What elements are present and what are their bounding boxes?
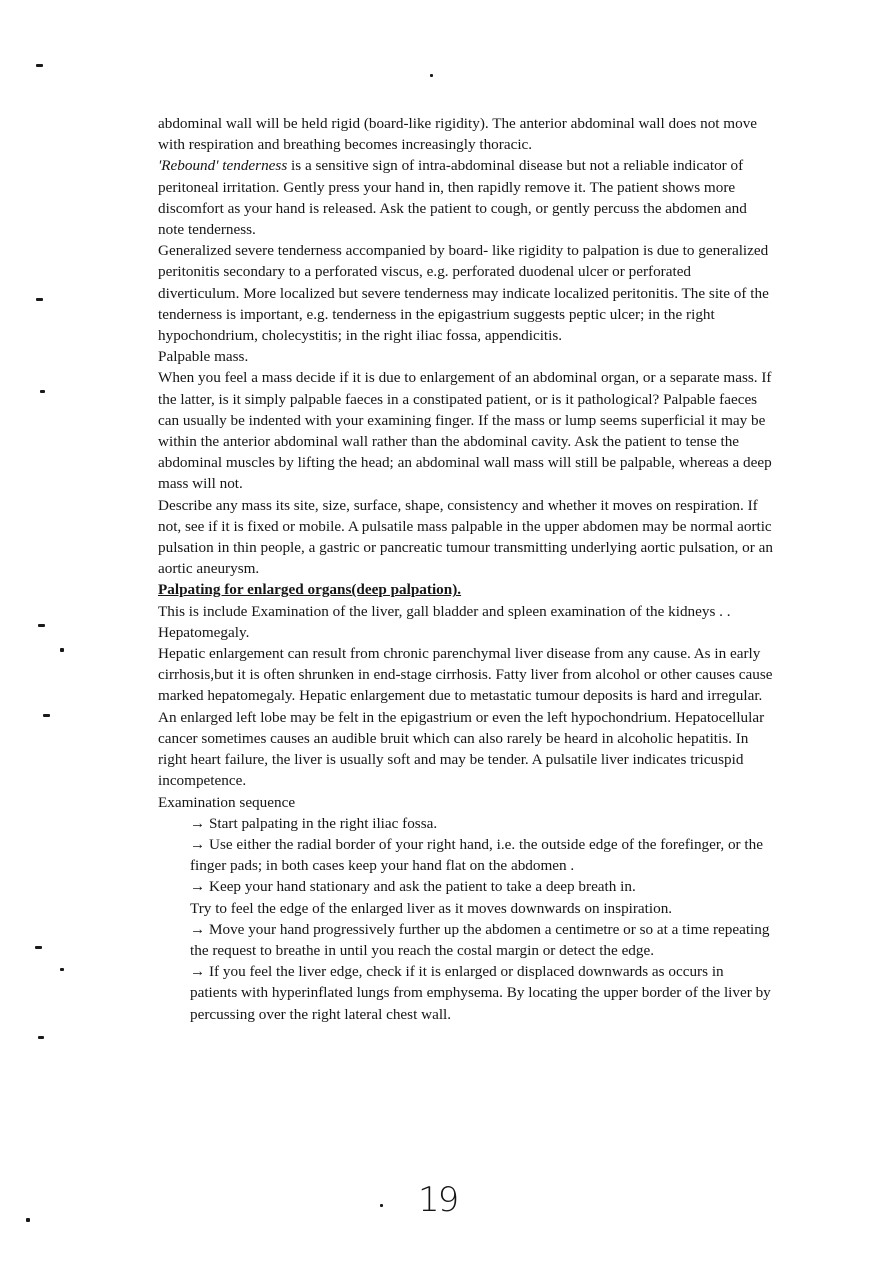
- paragraph: abdominal wall will be held rigid (board-like rigidity). The anterior abdominal wall does not move with respiration and breathing becomes increasingly thoracic.: [158, 115, 758, 154]
- step-item: → Start palpating in the right iliac fossa.: [190, 814, 438, 832]
- paragraph: Describe any mass its site, size, surface, shape, consistency and whether it moves on respiration. If not, see if it is fixed or mobile. A pulsatile mass palpable in the upper abdomen may be normal aortic pulsation in thin people, a gastric or pancreatic tumour transmitting underlying aortic pulsation, or an aortic aneurysm.: [158, 496, 773, 578]
- scan-speck: [43, 714, 50, 717]
- step-item: → If you feel the liver edge, check if it is enlarged or displaced downwards as occurs in patients with hyperinflated lungs from emphysema. By locating the upper border of the liver by percussing over the right lateral chest wall.: [190, 963, 771, 1023]
- scan-speck: [35, 946, 42, 949]
- paragraph: When you feel a mass decide if it is due to enlargement of an abdominal organ, or a separate mass. If the latter, is it simply palpable faeces in a constipated patient, or is it pathological? Palpable faeces can usually be indented with your examining finger. If the mass or lump seems superficial it may be within the anterior abdominal wall rather than the abdominal cavity. Ask the patient to tense the abdominal muscles by lifting the head; an abdominal wall mass will still be palpable, whereas a deep mass will not.: [158, 369, 772, 493]
- paragraph: Generalized severe tenderness accompanied by board- like rigidity to palpation is due to generalized peritonitis secondary to a perforated viscus, e.g. perforated duodenal ulcer or perforated diverticulum. More localized but severe tenderness may indicate localized peritonitis. The site of the tenderness is important, e.g. tenderness in the epigastrium suggests peptic ulcer; in the right hypochondrium, cholecystitis; in the right iliac fossa, appendicitis.: [158, 242, 769, 345]
- rebound-paragraph: [158, 155, 774, 240]
- section-heading: Palpating for enlarged organs(deep palpation).: [158, 581, 462, 599]
- subheading-hepatomegaly: Hepatomegaly.: [158, 623, 250, 641]
- paragraph: This is include Examination of the liver, gall bladder and spleen examination of the kidneys . .: [158, 602, 731, 620]
- scan-speck: [38, 624, 45, 627]
- scan-speck: [26, 1218, 30, 1222]
- subheading-examination-sequence: Examination sequence: [158, 793, 296, 811]
- page-number: 19: [418, 1180, 458, 1220]
- scan-speck: [38, 1036, 44, 1039]
- scan-speck: [60, 968, 64, 971]
- scan-speck: [36, 298, 43, 301]
- subheading-palpable-mass: Palpable mass.: [158, 348, 249, 366]
- rebound-text: is a sensitive sign of intra-abdominal disease but not a reliable indicator of peritoneal irritation. Gently press your hand in, then rapidly remove it. The patient shows more discomfort as your hand is released. Ask the patient to cough, or gently percuss the abdomen and note tenderness.: [158, 157, 747, 239]
- step-item: → Use either the radial border of your right hand, i.e. the outside edge of the forefinger, or the finger pads; in both cases keep your hand flat on the abdomen .: [190, 835, 763, 875]
- body-text: [158, 113, 774, 1025]
- step-continuation: Try to feel the edge of the enlarged liver as it moves downwards on inspiration.: [190, 899, 673, 917]
- step-item: → Keep your hand stationary and ask the patient to take a deep breath in.: [190, 878, 636, 896]
- scan-speck: [380, 1204, 383, 1207]
- rebound-term: 'Rebound' tenderness: [158, 157, 288, 175]
- scan-speck: [430, 74, 433, 77]
- scan-speck: [40, 390, 45, 393]
- step-item: → Move your hand progressively further up the abdomen a centimetre or so at a time repeating the request to breathe in until you reach the costal margin or detect the edge.: [190, 920, 770, 959]
- scan-speck: [60, 648, 64, 652]
- scan-speck: [36, 64, 43, 67]
- paragraph: Hepatic enlargement can result from chronic parenchymal liver disease from any cause. As in early cirrhosis,but it is often shrunken in end-stage cirrhosis. Fatty liver from alcohol or other causes cause marked hepatomegaly. Hepatic enlargement due to metastatic tumour deposits is hard and irregular. An enlarged left lobe may be felt in the epigastrium or even the left hypochondrium. Hepatocellular cancer sometimes causes an audible bruit which can also rarely be heard in alcoholic hepatitis. In right heart failure, the liver is usually soft and may be tender. A pulsatile liver indicates tricuspid incompetence.: [158, 645, 773, 790]
